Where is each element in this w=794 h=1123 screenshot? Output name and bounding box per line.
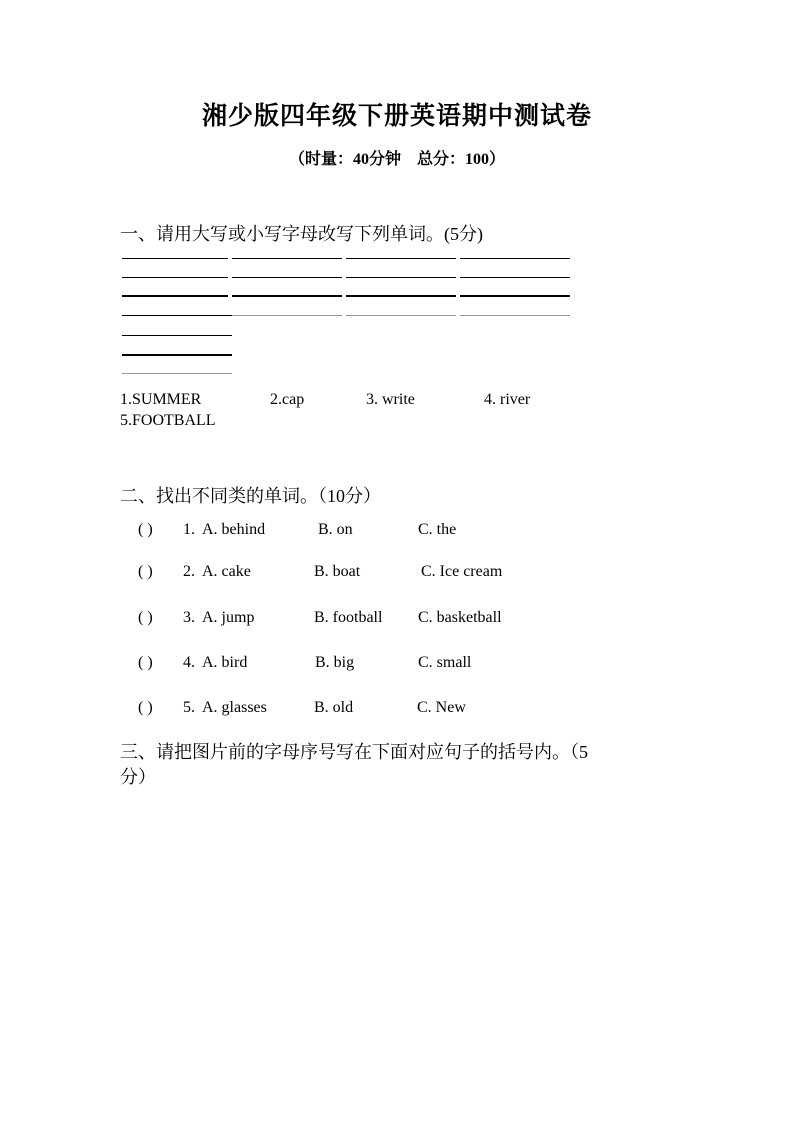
- question-number: 5.: [183, 699, 195, 716]
- answer-bracket: ( ): [138, 563, 153, 580]
- page-subtitle: （时量：40分钟 总分：100）: [288, 151, 505, 168]
- writing-line: [122, 295, 228, 297]
- answer-bracket: ( ): [138, 609, 153, 626]
- option-b: B. boat: [314, 563, 361, 580]
- answer-bracket: ( ): [138, 699, 153, 716]
- option-a: A. glasses: [202, 699, 267, 716]
- writing-line: [346, 258, 456, 259]
- option-c: C. small: [418, 654, 472, 671]
- option-c: C. New: [417, 699, 466, 716]
- question-number: 4.: [183, 654, 195, 671]
- writing-line: [122, 277, 228, 278]
- section2-heading: 二、找出不同类的单词。（10分）: [120, 486, 381, 506]
- section1-heading: 一、请用大写或小写字母改写下列单词。(5分): [120, 224, 483, 244]
- answer-bracket: ( ): [138, 654, 153, 671]
- word-item: 2.cap: [270, 391, 305, 408]
- writing-line: [122, 315, 232, 316]
- word-item: 1.SUMMER: [120, 391, 202, 408]
- writing-line: [346, 315, 456, 316]
- word-item: 4. river: [484, 391, 531, 408]
- writing-line: [232, 258, 342, 259]
- writing-line: [122, 335, 232, 336]
- word-item: 3. write: [366, 391, 415, 408]
- question-number: 2.: [183, 563, 195, 580]
- writing-line: [122, 373, 232, 374]
- section3-heading-cont: 分）: [120, 767, 156, 787]
- option-b: B. on: [318, 521, 353, 538]
- option-a: A. behind: [202, 521, 266, 538]
- writing-line: [460, 295, 570, 297]
- writing-line: [232, 315, 342, 316]
- writing-line: [232, 295, 342, 297]
- option-b: B. football: [314, 609, 383, 626]
- option-a: A. cake: [202, 563, 251, 580]
- writing-line: [346, 277, 456, 278]
- option-b: B. old: [314, 699, 354, 716]
- writing-line: [460, 315, 570, 316]
- section3-heading: 三、请把图片前的字母序号写在下面对应句子的括号内。（5: [120, 742, 588, 762]
- option-c: C. Ice cream: [421, 563, 503, 580]
- word-item: 5.FOOTBALL: [120, 412, 216, 429]
- writing-line: [122, 354, 232, 356]
- question-number: 1.: [183, 521, 195, 538]
- option-c: C. basketball: [418, 609, 502, 626]
- writing-line: [460, 258, 570, 259]
- question-number: 3.: [183, 609, 195, 626]
- writing-line: [122, 258, 228, 259]
- option-c: C. the: [418, 521, 457, 538]
- writing-line: [346, 295, 456, 297]
- option-a: A. jump: [202, 609, 255, 626]
- writing-line: [460, 277, 570, 278]
- option-b: B. big: [315, 654, 355, 671]
- option-a: A. bird: [202, 654, 248, 671]
- answer-bracket: ( ): [138, 521, 153, 538]
- page-title: 湘少版四年级下册英语期中测试卷: [201, 103, 592, 130]
- writing-line: [232, 277, 342, 278]
